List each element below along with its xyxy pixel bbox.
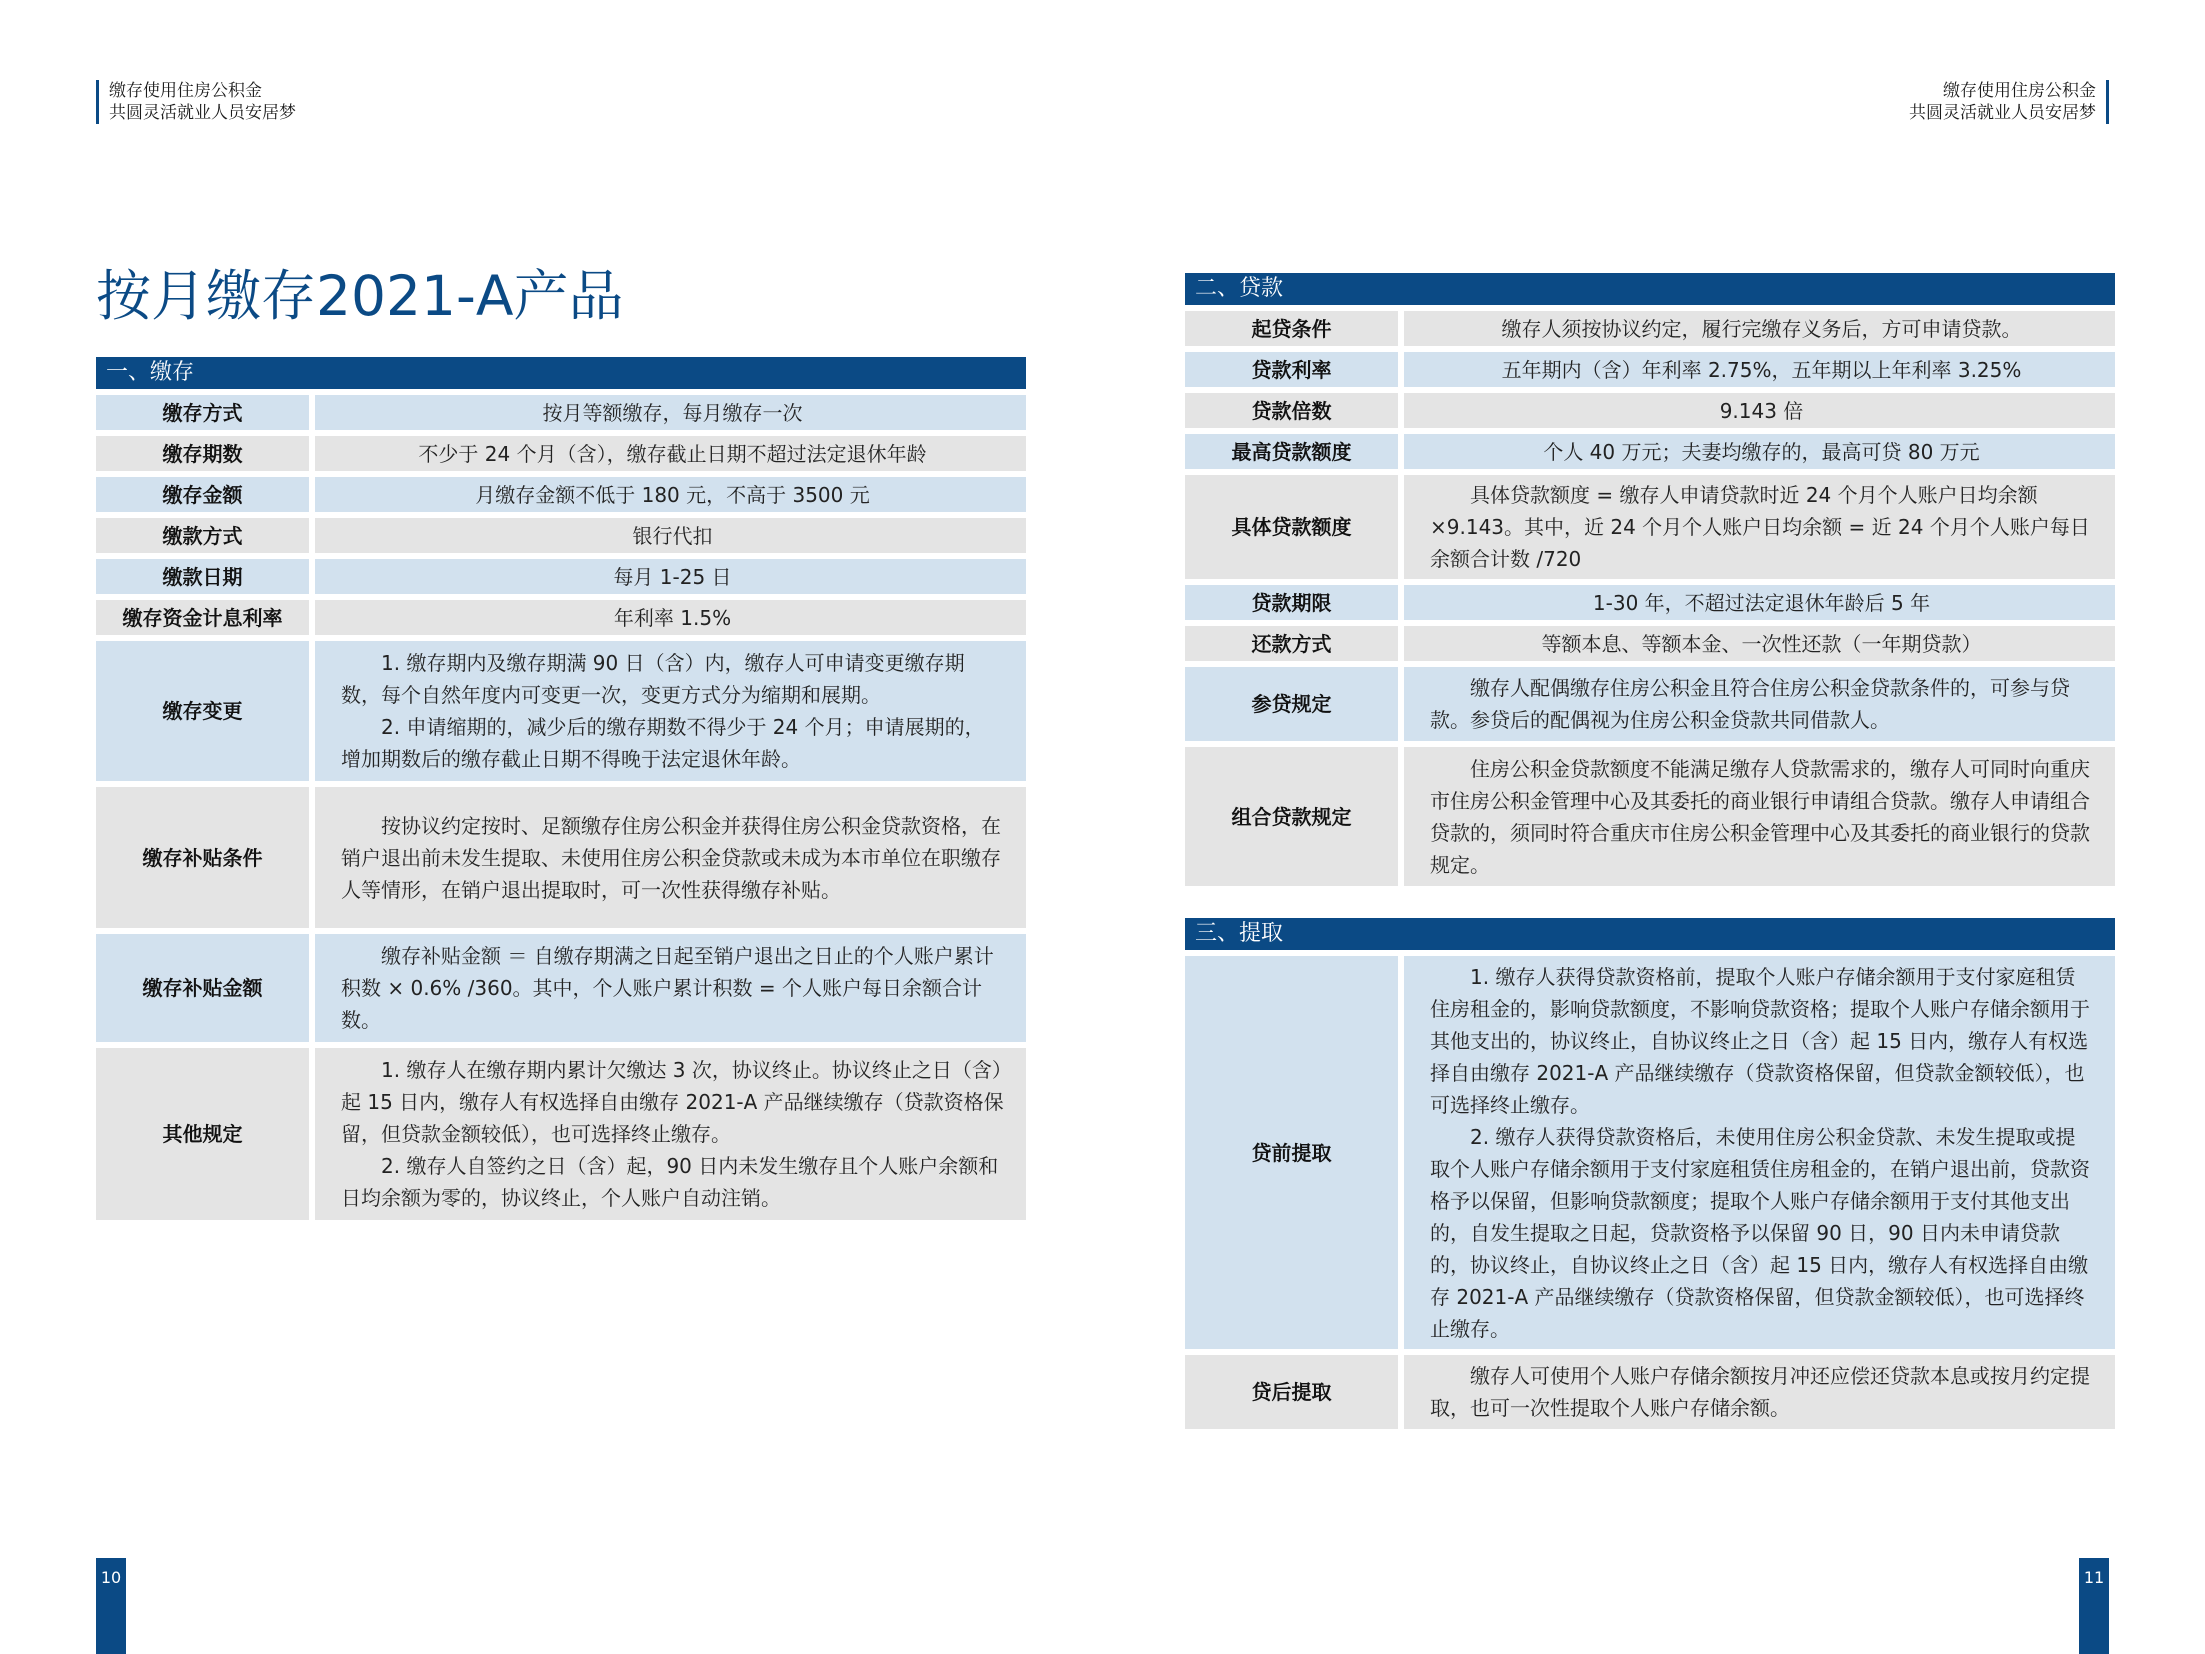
row-label: 缴款方式 <box>96 518 309 553</box>
section-heading: 三、提取 <box>1185 918 2115 950</box>
row-value: 每月 1-25 日 <box>315 559 1026 594</box>
section-heading: 二、贷款 <box>1185 273 2115 305</box>
page-number: 11 <box>2079 1558 2109 1654</box>
row-value <box>1404 747 2115 886</box>
row-label: 缴存资金计息利率 <box>96 600 309 635</box>
table-row <box>1185 311 2115 346</box>
section-loan <box>1185 273 2115 892</box>
row-value: 按月等额缴存，每月缴存一次 <box>315 395 1026 430</box>
table-row <box>96 1048 1026 1220</box>
table-row <box>96 787 1026 928</box>
row-value <box>1404 475 2115 579</box>
row-value <box>1404 667 2115 741</box>
table-row <box>96 518 1026 553</box>
paragraph: 缴存人可使用个人账户存储余额按月冲还应偿还贷款本息或按月约定提取，也可一次性提取个人账户存储余额。 <box>1430 1364 2090 1420</box>
page-title: 按月缴存2021-A产品 <box>96 264 624 328</box>
row-label: 起贷条件 <box>1185 311 1398 346</box>
row-value: 月缴存金额不低于 180 元，不高于 3500 元 <box>315 477 1026 512</box>
paragraph: 2. 缴存人自签约之日（含）起，90 日内未发生缴存且个人账户余额和日均余额为零的，协议终止，个人账户自动注销。 <box>341 1154 999 1210</box>
row-value <box>1404 1355 2115 1429</box>
row-label: 贷前提取 <box>1185 956 1398 1349</box>
row-label: 缴存金额 <box>96 477 309 512</box>
row-label: 最高贷款额度 <box>1185 434 1398 469</box>
paragraph: 1. 缴存期内及缴存期满 90 日（含）内，缴存人可申请变更缴存期数，每个自然年度内可变更一次，变更方式分为缩期和展期。 <box>341 651 965 707</box>
row-value: 个人 40 万元；夫妻均缴存的，最高可贷 80 万元 <box>1404 434 2115 469</box>
table-row <box>1185 747 2115 886</box>
row-value <box>315 787 1026 928</box>
row-label: 其他规定 <box>96 1048 309 1220</box>
row-value: 等额本息、等额本金、一次性还款（一年期贷款） <box>1404 626 2115 661</box>
table-row <box>1185 585 2115 620</box>
header-line-2: 共圆灵活就业人员安居梦 <box>109 103 296 123</box>
table-row <box>96 934 1026 1042</box>
row-label: 缴款日期 <box>96 559 309 594</box>
running-header <box>96 80 296 124</box>
row-label: 贷后提取 <box>1185 1355 1398 1429</box>
row-label: 还款方式 <box>1185 626 1398 661</box>
row-value: 年利率 1.5% <box>315 600 1026 635</box>
table-row <box>96 641 1026 781</box>
row-label: 贷款倍数 <box>1185 393 1398 428</box>
paragraph: 2. 缴存人获得贷款资格后，未使用住房公积金贷款、未发生提取或提取个人账户存储余额用于支付家庭租赁住房租金的，在销户退出前，贷款资格予以保留，但影响贷款额度；提取个人账户存储余额用于支付其他支出的，自发生提取之日起，贷款资格予以保留 90 日，90 日内未申请贷款的，协议终止，自协议终止之日（含）起 15 日内，缴存人有权选择自由缴存 2021-A 产品继续缴存（贷款资格保留，但贷款金额较低），也可选择终止缴存。 <box>1430 1124 2090 1341</box>
paragraph: 具体贷款额度 = 缴存人申请贷款时近 24 个月个人账户日均余额 ×9.143。其中，近 24 个月个人账户日均余额 = 近 24 个月个人账户每日余额合计数 /720 <box>1430 483 2090 571</box>
row-value: 不少于 24 个月（含），缴存截止日期不超过法定退休年龄 <box>315 436 1026 471</box>
left-page <box>0 0 1102 1654</box>
row-label: 缴存期数 <box>96 436 309 471</box>
section-heading: 一、缴存 <box>96 357 1026 389</box>
table-row <box>1185 393 2115 428</box>
row-value: 缴存人须按协议约定，履行完缴存义务后，方可申请贷款。 <box>1404 311 2115 346</box>
paragraph: 按协议约定按时、足额缴存住房公积金并获得住房公积金贷款资格，在销户退出前未发生提取、未使用住房公积金贷款或未成为本市单位在职缴存人等情形，在销户退出提取时，可一次性获得缴存补贴。 <box>341 813 1001 902</box>
paragraph: 2. 申请缩期的，减少后的缴存期数不得少于 24 个月；申请展期的，增加期数后的缴存截止日期不得晚于法定退休年龄。 <box>341 715 985 771</box>
row-value <box>315 641 1026 781</box>
section-deposit <box>96 357 1026 1226</box>
row-label: 缴存方式 <box>96 395 309 430</box>
row-label: 缴存补贴金额 <box>96 934 309 1042</box>
header-line-1: 缴存使用住房公积金 <box>109 81 262 101</box>
row-label: 缴存变更 <box>96 641 309 781</box>
running-header <box>1909 80 2109 124</box>
table-row <box>1185 352 2115 387</box>
table-row <box>96 600 1026 635</box>
row-value <box>315 1048 1026 1220</box>
section-withdrawal <box>1185 918 2115 1435</box>
table-row <box>96 559 1026 594</box>
table-row <box>96 477 1026 512</box>
row-label: 参贷规定 <box>1185 667 1398 741</box>
row-value: 1-30 年，不超过法定退休年龄后 5 年 <box>1404 585 2115 620</box>
header-line-1: 缴存使用住房公积金 <box>1943 81 2096 101</box>
row-label: 贷款期限 <box>1185 585 1398 620</box>
page-number: 10 <box>96 1558 126 1654</box>
row-value: 9.143 倍 <box>1404 393 2115 428</box>
table-row <box>1185 434 2115 469</box>
row-value: 五年期内（含）年利率 2.75%，五年期以上年利率 3.25% <box>1404 352 2115 387</box>
paragraph: 1. 缴存人获得贷款资格前，提取个人账户存储余额用于支付家庭租赁住房租金的，影响贷款额度，不影响贷款资格；提取个人账户存储余额用于其他支出的，协议终止，自协议终止之日（含）起 15 日内，缴存人有权选择自由缴存 2021-A 产品继续缴存（贷款资格保留，但贷款金额较低），也可选择终止缴存。 <box>1430 964 2090 1117</box>
paragraph: 缴存人配偶缴存住房公积金且符合住房公积金贷款条件的，可参与贷款。参贷后的配偶视为住房公积金贷款共同借款人。 <box>1430 676 2070 732</box>
table-row <box>1185 956 2115 1349</box>
table-row <box>96 395 1026 430</box>
table-row <box>1185 1355 2115 1429</box>
row-value <box>1404 956 2115 1349</box>
table-row <box>1185 626 2115 661</box>
paragraph: 缴存补贴金额 ＝ 自缴存期满之日起至销户退出之日止的个人账户累计积数 × 0.6% /360。其中，个人账户累计积数 = 个人账户每日余额合计数。 <box>341 944 994 1032</box>
row-label: 贷款利率 <box>1185 352 1398 387</box>
row-label: 具体贷款额度 <box>1185 475 1398 579</box>
row-label: 组合贷款规定 <box>1185 747 1398 886</box>
row-label: 缴存补贴条件 <box>96 787 309 928</box>
table-row <box>1185 667 2115 741</box>
table-row <box>96 436 1026 471</box>
paragraph: 1. 缴存人在缴存期内累计欠缴达 3 次，协议终止。协议终止之日（含）起 15 日内，缴存人有权选择自由缴存 2021-A 产品继续缴存（贷款资格保留，但贷款金额较低），也可选择终止缴存。 <box>341 1058 1004 1146</box>
row-value: 银行代扣 <box>315 518 1026 553</box>
row-value <box>315 934 1026 1042</box>
paragraph: 住房公积金贷款额度不能满足缴存人贷款需求的，缴存人可同时向重庆市住房公积金管理中心及其委托的商业银行申请组合贷款。缴存人申请组合贷款的，须同时符合重庆市住房公积金管理中心及其委托的商业银行的贷款规定。 <box>1430 756 2090 877</box>
right-page <box>1103 0 2205 1654</box>
table-row <box>1185 475 2115 579</box>
header-line-2: 共圆灵活就业人员安居梦 <box>1909 103 2096 123</box>
